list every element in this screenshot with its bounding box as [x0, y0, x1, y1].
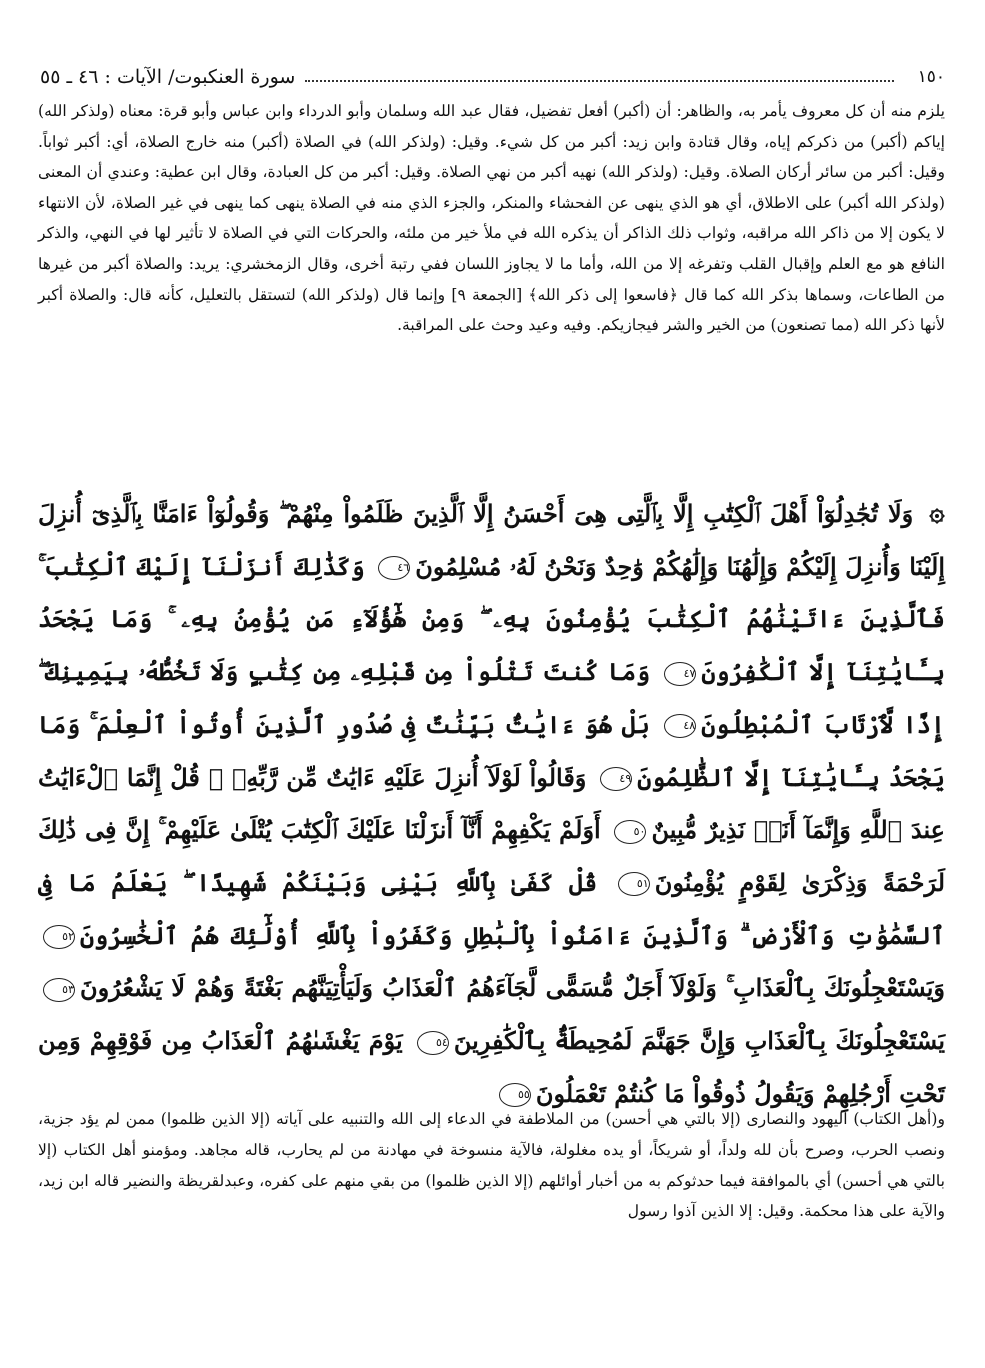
commentary-top: يلزم منه أن كل معروف يأمر به، والظاهر: أن (أكبر) أفعل تفضيل، فقال عبد الله وسلمان وأبو الدرداء وابن عباس وأبو قرة: معناه (ولذكر الله) إياكم (أكبر) من ذكركم إياه، وقال قتادة وابن زيد: أكبر من كل شيء. وقيل: (ولذكر الله) في الصلاة (أكبر) منه خارج الصلاة، أي: أكبر ثواباً. وقيل: أكبر من سائر أركان الصلاة. وقيل: (ولذكر الله) نهيه أكبر من نهي الصلاة. وقيل: أكبر من كل العبادة، وقال ابن عطية: وعندي أن المعنى (ولذكر الله أكبر) على الاطلاق، أي هو الذي ينهى عن الفحشاء والمنكر، والجزء الذي منه في الصلاة ينهى كما ينهى في غير الصلاة، لأن الانتهاء لا يكون إلا من ذاكر الله مراقبه، وثواب ذلك الذاكر أن يذكره الله في ملأ خير من ملئه، والحركات التي في الصلاة لا تأثير لها في النهي، والذكر النافع هو مع العلم وإقبال القلب وتفرغه إلا من الله، وأما ما لا يجاوز اللسان ففي رتبة أخرى، وقال الزمخشري: يريد: والصلاة أكبر من غيرها من الطاعات، وسماها بذكر الله كما قال ﴿فاسعوا إلى ذكر الله﴾ [الجمعة ٩] وإنما قال (ولذكر الله) لتستقل بالتعليل، كأنه قال: والصلاة أكبر لأنها ذكر الله (مما تصنعون) من الخير والشر فيجازيكم. وفيه وعيد وحث على المراقبة.	[38, 102, 945, 335]
ayah-number-marker: ٥٥	[499, 1083, 531, 1107]
quran-verse: وَمَا كُنتَ تَتْلُواْ مِن قَبْلِهِۦ مِن كِتَٰبٍ وَلَا تَخُطُّهُۥ بِيَمِينِكَ ۖ إِذًا لَّٱرْتَابَ ٱلْمُبْطِلُونَ٤٨	[38, 657, 945, 739]
ayah-number-marker: ٥٤	[417, 1031, 449, 1055]
ayah-number-marker: ٥٣	[43, 978, 75, 1002]
quran-passage	[38, 488, 946, 1108]
ayah-number-marker: ٤٨	[664, 714, 696, 738]
surah-title: سورة العنكبوت/ الآيات : ٤٦ ـ ٥٥	[40, 66, 296, 88]
ayah-number-marker: ٤٩	[600, 767, 632, 791]
quran-verse: وَيَسْتَعْجِلُونَكَ بِٱلْعَذَابِ ۚ وَلَوْلَآ أَجَلٌ مُّسَمًّى لَّجَآءَهُمُ ٱلْعَذَابُ وَلَيَأْتِيَنَّهُم بَغْتَةً وَهُمْ لَا يَشْعُرُونَ٥٣	[38, 973, 945, 1002]
quran-verse: بَلْ هُوَ ءَايَٰتٌۢ بَيِّنَٰتٌ فِى صُدُورِ ٱلَّذِينَ أُوتُواْ ٱلْعِلْمَ ۚ وَمَا يَجْحَدُ بِـَٔايَٰتِنَآ إِلَّا ٱلظَّٰلِمُونَ٤٩	[38, 709, 945, 792]
ayah-number-marker: ٥٢	[43, 925, 75, 949]
header-dotted-leader	[305, 80, 893, 82]
ayah-number-marker: ٥١	[618, 872, 650, 896]
ayah-number-marker: ٤٧	[664, 662, 696, 686]
quran-verse: وَكَذَٰلِكَ أَنزَلْنَآ إِلَيْكَ ٱلْكِتَٰبَ ۚ فَٱلَّذِينَ ءَاتَيْنَٰهُمُ ٱلْكِتَٰبَ يُؤْمِنُونَ بِهِۦ ۖ وَمِنْ هَٰٓؤُلَآءِ مَن يُؤْمِنُ بِهِۦ ۚ وَمَا يَجْحَدُ بِـَٔايَٰتِنَآ إِلَّا ٱلْكَٰفِرُونَ٤٧	[38, 551, 946, 687]
quran-verse: قُلْ كَفَىٰ بِٱللَّهِ بَيْنِى وَبَيْنَكُمْ شَهِيدًا ۖ يَعْلَمُ مَا فِى ٱلسَّمَٰوَٰتِ وَٱلْأَرْضِ ۗ وَٱلَّذِينَ ءَامَنُواْ بِٱلْبَٰطِلِ وَكَفَرُواْ بِٱللَّهِ أُوْلَٰٓئِكَ هُمُ ٱلْخَٰسِرُونَ٥٢	[38, 867, 945, 950]
quran-verse: يَسْتَعْجِلُونَكَ بِٱلْعَذَابِ وَإِنَّ جَهَنَّمَ لَمُحِيطَةٌۢ بِٱلْكَٰفِرِينَ٥٤	[412, 1026, 945, 1055]
quran-verse: وَقَالُواْ لَوْلَآ أُنزِلَ عَلَيْهِ ءَايَٰتٌ مِّن رَّبِّهِۦ ۖ قُلْ إِنَّمَا ٱلْءَايَٰتُ عِندَ ٱللَّهِ وَإِنَّمَآ أَنَا۠ نَذِيرٌ مُّبِينٌ٥٠	[38, 762, 946, 845]
rub-el-hizb-icon	[929, 490, 945, 506]
page-header	[40, 62, 945, 92]
commentary-bottom: و(أهل الكتاب) اليهود والنصارى (إلا بالتي هي أحسن) من الملاطفة في الدعاء إلى الله والتنبيه على آياته (إلا الذين ظلموا) ممن لم يؤد جزية، ونصب الحرب، وصرح بأن لله ولداً، أو شريكاً، أو يده مغلولة، فالآية منسوخة في مهادنة من لم يحارب، قاله مجاهد. ومؤمنو أهل الكتاب (إلا بالتي هي أحسن) أي بالموافقة فيما حدثوكم به من أخبار أوائلهم (إلا الذين ظلموا) من بقي منهم على كفره، وعبدلقريظة والنضير قاله ابن زيد، والآية على هذا محكمة. وقيل: إلا الذين آذوا رسول	[38, 1110, 945, 1221]
ayah-number-marker: ٤٦	[378, 556, 410, 580]
quran-verse: وَلَا تُجَٰدِلُوٓاْ أَهْلَ ٱلْكِتَٰبِ إِلَّا بِٱلَّتِى هِىَ أَحْسَنُ إِلَّا ٱلَّذِينَ ظَلَمُواْ مِنْهُمْ ۖ وَقُولُوٓاْ ءَامَنَّا بِٱلَّذِىٓ أُنزِلَ إِلَيْنَا وَأُنزِلَ إِلَيْكُمْ وَإِلَٰهُنَا وَإِلَٰهُكُمْ وَٰحِدٌ وَنَحْنُ لَهُۥ مُسْلِمُونَ٤٦	[38, 499, 946, 581]
quran-verse: أَوَلَمْ يَكْفِهِمْ أَنَّآ أَنزَلْنَا عَلَيْكَ ٱلْكِتَٰبَ يُتْلَىٰ عَلَيْهِمْ ۚ إِنَّ فِى ذَٰلِكَ لَرَحْمَةً وَذِكْرَىٰ لِقَوْمٍ يُؤْمِنُونَ٥١	[38, 815, 946, 897]
page-number: ١٥٠	[917, 67, 945, 87]
quran-verse: يَوْمَ يَغْشَىٰهُمُ ٱلْعَذَابُ مِن فَوْقِهِمْ وَمِن تَحْتِ أَرْجُلِهِمْ وَيَقُولُ ذُوقُواْ مَا كُنتُمْ تَعْمَلُونَ٥٥	[38, 1026, 945, 1108]
ayah-number-marker: ٥٠	[614, 820, 646, 844]
